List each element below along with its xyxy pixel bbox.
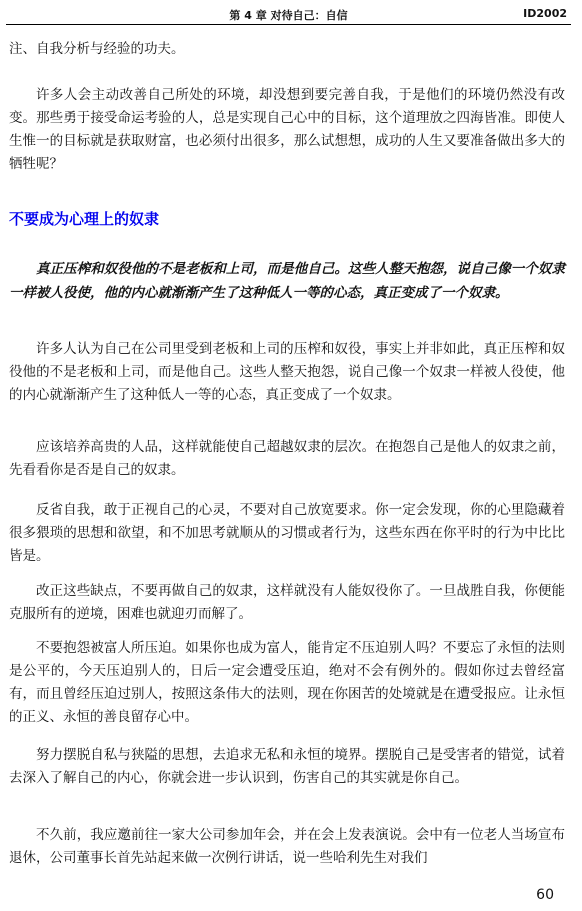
paragraph: 反省自我，敢于正视自己的心灵，不要对自己放宽要求。你一定会发现，你的心里隐藏着很多猥琐的思想和欲望，和不加思考就顺从的习惯或者行为，这些东西在你平时的行为中比比皆是。 (9, 502, 565, 564)
paragraph: 应该培养高贵的人品，这样就能使自己超越奴隶的层次。在抱怨自己是他人的奴隶之前，先看看你是否是自己的奴隶。 (9, 439, 565, 478)
paragraph: 不久前，我应邀前往一家大公司参加年会，并在会上发表演说。会中有一位老人当场宣布退休，公司董事长首先站起来做一次例行讲话，说一些哈利先生对我们 (9, 827, 565, 866)
paragraph: 努力摆脱自私与狭隘的思想，去追求无私和永恒的境界。摆脱自己是受害者的错觉，试着去深入了解自己的内心，你就会进一步认识到，伤害自己的其实就是你自己。 (9, 747, 565, 786)
paragraph: 不要抱怨被富人所压迫。如果你也成为富人，能肯定不压迫别人吗？不要忘了永恒的法则是公平的，今天压迫别人的，日后一定会遭受压迫，绝对不会有例外的。假如你过去曾经富有，而且曾经压迫过别人，按照这条伟大的法则，现在你困苦的处境就是在遭受报应。让永恒的正义、永恒的善良留存心中。 (9, 640, 565, 725)
page-header (6, 4, 571, 25)
paragraph: 许多人会主动改善自己所处的环境，却没想到要完善自我，于是他们的环境仍然没有改变。那些勇于接受命运考验的人，总是实现自己心中的目标，这个道理放之四海皆准。即使人生惟一的目标就是获取财富，也必须付出很多，那么试想想，成功的人生又要准备做出多大的牺牲呢？ (9, 87, 565, 172)
paragraph: 许多人认为自己在公司里受到老板和上司的压榨和奴役，事实上并非如此，真正压榨和奴役他的不是老板和上司，而是他自己。这些人整天抱怨，说自己像一个奴隶一样被人役使，他的内心就渐渐产生了这种低人一等的心态，真正变成了一个奴隶。 (9, 341, 565, 403)
document-code: ID2002 (523, 7, 567, 20)
paragraph: 改正这些缺点，不要再做自己的奴隶，这样就没有人能奴役你了。一旦战胜自我，你便能克服所有的逆境，困难也就迎刃而解了。 (9, 583, 565, 622)
chapter-title: 第 4 章 对待自己：自信 (229, 9, 348, 22)
pull-quote: 真正压榨和奴役他的不是老板和上司，而是他自己。这些人整天抱怨，说自己像一个奴隶一样被人役使，他的内心就渐渐产生了这种低人一等的心态，真正变成了一个奴隶。 (9, 261, 565, 301)
paragraph-continued: 注、自我分析与经验的功夫。 (9, 41, 185, 57)
section-heading: 不要成为心理上的奴隶 (9, 210, 160, 228)
page-number: 60 (536, 887, 554, 903)
